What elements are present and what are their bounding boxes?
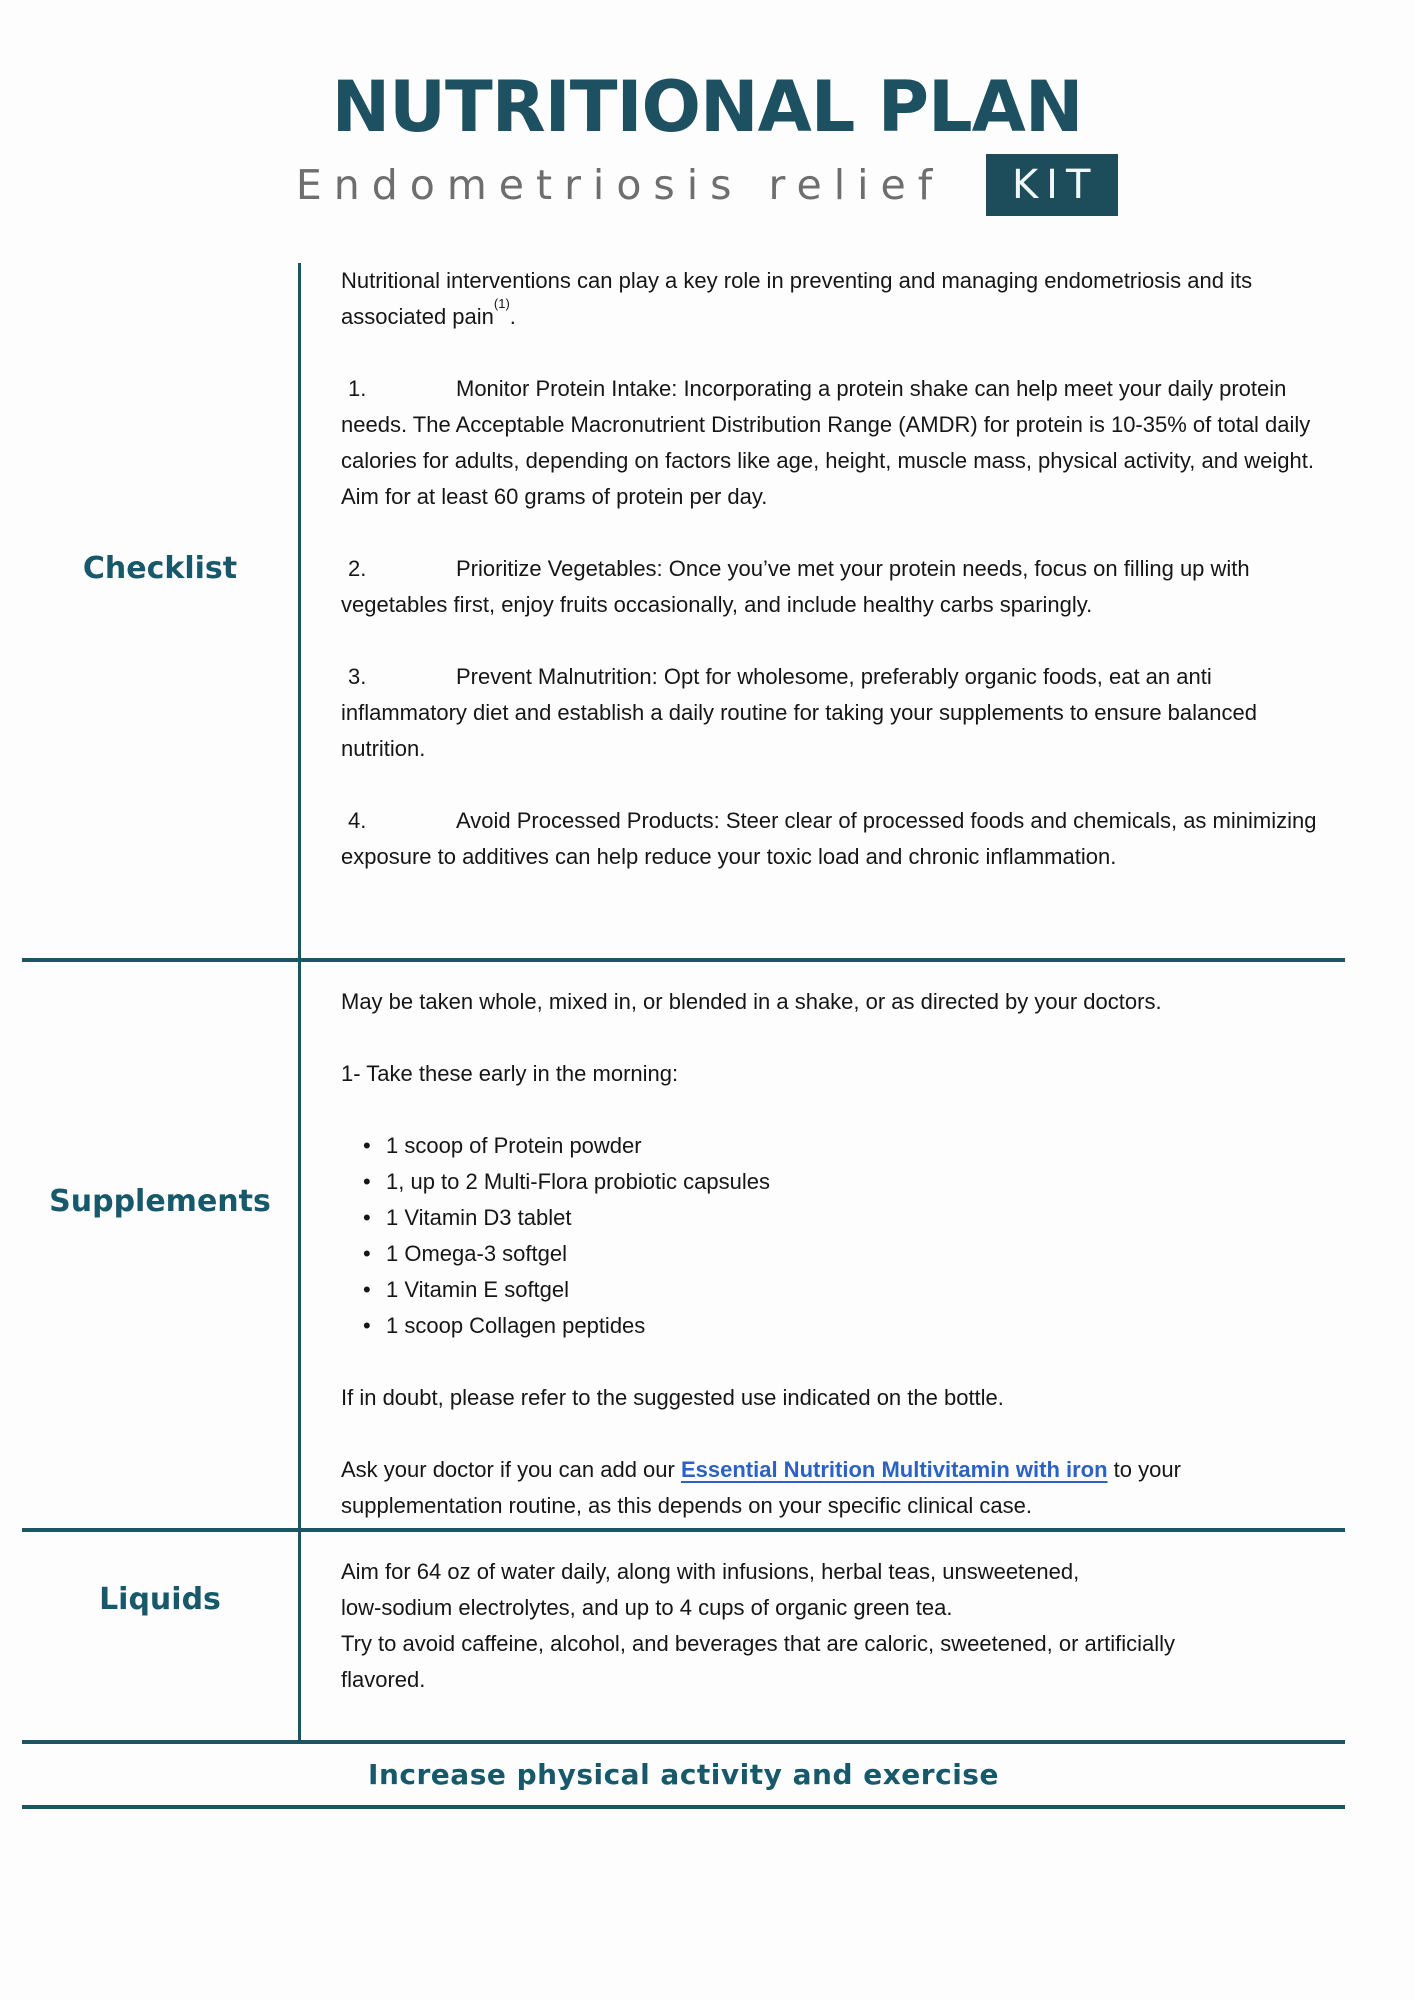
supplements-ask-paragraph <box>341 1452 1321 1524</box>
liquids-line: Try to avoid caffeine, alcohol, and beverages that are caloric, sweetened, or artificially <box>341 1631 1176 1656</box>
supplement-list-item: • 1 Vitamin E softgel <box>341 1272 1321 1308</box>
checklist-item-text: Avoid Processed Products: Steer clear of processed foods and chemicals, as minimizing exposure to additives can help reduce your toxic load and chronic inflammation. <box>341 808 1317 869</box>
checklist-item-text: Prioritize Vegetables: Once you’ve met your protein needs, focus on filling up with vegetables first, enjoy fruits occasionally, and include healthy carbs sparingly. <box>341 556 1250 617</box>
page-subtitle: Endometriosis relief <box>295 161 945 209</box>
liquids-label-cell <box>22 1532 301 1740</box>
supplement-list-item: • 1 Vitamin D3 tablet <box>341 1200 1321 1236</box>
supplements-doubt-note: If in doubt, please refer to the suggested use indicated on the bottle. <box>341 1385 1004 1410</box>
subtitle-row <box>0 154 1414 216</box>
section-supplements <box>22 962 1345 1528</box>
ask-doctor-text-before: Ask your doctor if you can add our <box>341 1457 681 1482</box>
section-liquids <box>22 1532 1345 1740</box>
liquids-label: Liquids <box>99 1582 221 1617</box>
supplement-list-item: • 1 scoop of Protein powder <box>341 1128 1321 1164</box>
multivitamin-link[interactable]: Essential Nutrition Multivitamin with iron <box>680 1457 1108 1482</box>
checklist-item <box>341 371 1321 515</box>
liquids-line: Aim for 64 oz of water daily, along with infusions, herbal teas, unsweetened, <box>341 1559 1080 1584</box>
checklist-item <box>341 659 1321 767</box>
checklist-item-number: 3. <box>348 664 367 689</box>
liquids-body <box>301 1532 1345 1740</box>
liquids-text <box>341 1554 1321 1698</box>
checklist-item-text: Monitor Protein Intake: Incorporating a protein shake can help meet your daily protein needs. The Acceptable Macronutrient Distribution Range (AMDR) for protein is 10-35% of total daily calories for adults, depending on factors like age, height, muscle mass, physical activity, and weight. Aim for at least 60 grams of protein per day. <box>341 376 1314 509</box>
checklist-item <box>341 803 1321 875</box>
footer-row <box>22 1744 1345 1805</box>
footer-note: Increase physical activity and exercise <box>368 1758 999 1791</box>
checklist-item-number: 2. <box>348 556 367 581</box>
ask-doctor-text-after: to your supplementation routine, as this depends on your specific clinical case. <box>341 1457 1181 1518</box>
citation-superscript: (1) <box>493 295 510 311</box>
section-checklist <box>22 263 1345 958</box>
checklist-item-number: 1. <box>348 376 367 401</box>
supplements-label: Supplements <box>49 1184 271 1219</box>
checklist-intro <box>341 263 1321 335</box>
kit-badge: KIT <box>986 154 1118 216</box>
supplement-list-item: • 1 scoop Collagen peptides <box>341 1308 1321 1344</box>
content-grid <box>22 263 1345 1809</box>
supplements-label-cell <box>22 962 301 1528</box>
checklist-intro-text: Nutritional interventions can play a key role in preventing and managing endometriosis and its associated pain <box>341 268 1253 329</box>
supplements-list <box>341 1128 1321 1344</box>
checklist-label-cell <box>22 263 301 958</box>
page-title: NUTRITIONAL PLAN <box>331 66 1083 148</box>
checklist-body <box>301 263 1345 958</box>
header <box>0 0 1414 263</box>
checklist-item-number: 4. <box>348 808 367 833</box>
supplements-body <box>301 962 1345 1528</box>
supplements-timing-note: 1- Take these early in the morning: <box>341 1061 679 1086</box>
divider-bottom <box>22 1805 1345 1809</box>
liquids-line: flavored. <box>341 1667 426 1692</box>
checklist-intro-period: . <box>509 304 516 329</box>
checklist-label: Checklist <box>82 551 238 586</box>
supplements-intro: May be taken whole, mixed in, or blended in a shake, or as directed by your doctors. <box>341 989 1162 1014</box>
liquids-line: low-sodium electrolytes, and up to 4 cups of organic green tea. <box>341 1595 953 1620</box>
supplement-list-item: • 1 Omega-3 softgel <box>341 1236 1321 1272</box>
supplement-list-item: • 1, up to 2 Multi-Flora probiotic capsules <box>341 1164 1321 1200</box>
checklist-item <box>341 551 1321 623</box>
checklist-item-text: Prevent Malnutrition: Opt for wholesome, preferably organic foods, eat an anti inflammatory diet and establish a daily routine for taking your supplements to ensure balanced nutrition. <box>341 664 1257 761</box>
